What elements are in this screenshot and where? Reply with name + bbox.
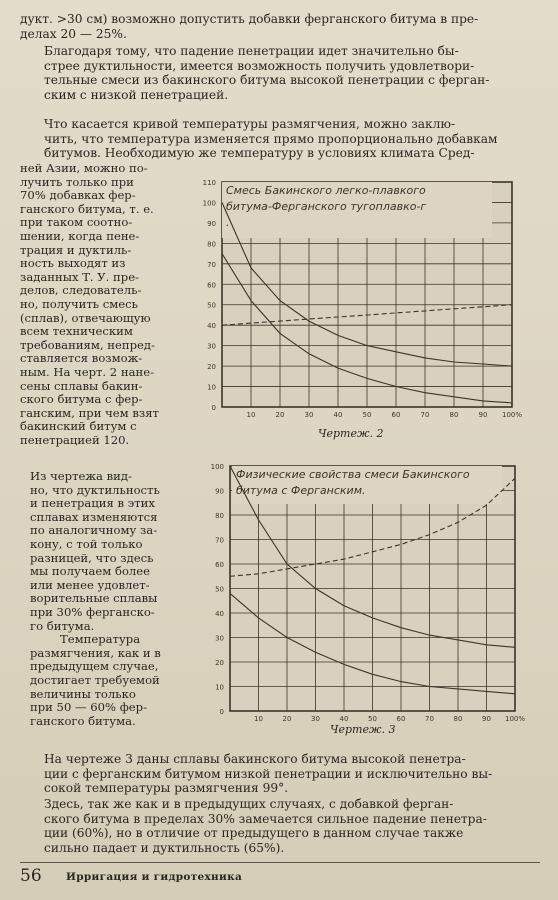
text-line: Что касается кривой температуры размягчения, можно заклю- <box>44 117 456 131</box>
text-line: На чертеже 3 даны сплавы бакинского битума высокой пенетра- <box>44 752 466 766</box>
y-tick-label: 50 <box>207 301 216 310</box>
text-line: дукт. >30 см) возможно допустить добавки ферганского битума в пре- <box>20 12 479 26</box>
x-tick-label: 30 <box>311 715 320 723</box>
y-tick-label: 20 <box>207 363 216 372</box>
text-line: ского битума в пределах 30% замечается сильное падение пенетра- <box>44 811 487 826</box>
chart-title: Физические свойства смеси Бакинского <box>236 468 470 481</box>
x-tick-label: 40 <box>333 411 343 419</box>
x-tick-label: 80 <box>453 715 463 723</box>
paragraph-2 <box>20 117 540 161</box>
text-line: по аналогичному за- <box>30 524 158 538</box>
text-line: при 30% ферганско- <box>30 605 155 619</box>
text-line: тельные смеси из бакинского битума высокой пенетрации с ферган- <box>44 73 490 88</box>
text-line: (сплав), отвечающую <box>20 311 151 325</box>
x-tick-label: 20 <box>282 715 292 723</box>
x-tick-label: 70 <box>420 411 430 419</box>
x-tick-label: 100% <box>504 715 526 723</box>
text-line: требованиям, непред- <box>20 338 155 352</box>
x-tick-label: 30 <box>304 411 314 419</box>
text-line: 70% добавках фер- <box>20 189 136 203</box>
y-tick-label: 80 <box>207 240 216 249</box>
x-tick-label: 90 <box>482 715 491 723</box>
y-tick-label: 50 <box>215 585 224 594</box>
paragraph-3 <box>20 752 540 796</box>
text-line: ского битума с фер- <box>20 393 143 407</box>
text-line: ганским, при чем взят <box>20 406 159 420</box>
text-line: шении, когда пене- <box>20 229 140 243</box>
y-tick-label: 30 <box>215 634 224 643</box>
y-tick-label: 80 <box>215 512 224 520</box>
text-column-1 <box>20 162 182 447</box>
text-line: ным. На черт. 2 нане- <box>20 365 154 379</box>
text-line: кону, с той только <box>30 537 143 551</box>
text-line: сены сплавы бакин- <box>20 379 143 393</box>
y-tick-label: 40 <box>215 610 224 618</box>
text-line: ставляется возмож- <box>20 352 143 366</box>
text-line: предыдущем случае, <box>30 660 159 674</box>
y-tick-label: 60 <box>215 561 224 569</box>
y-tick-label: 30 <box>207 342 216 351</box>
text-column-2 <box>30 470 182 728</box>
top-continuation <box>20 12 540 41</box>
page-number: 56 <box>20 866 42 886</box>
text-line: битумов. Необходимую же температуру в условиях климата Сред- <box>44 146 475 161</box>
footer-divider <box>20 862 540 863</box>
y-tick-label: 90 <box>207 219 216 228</box>
x-tick-label: 10 <box>246 411 256 419</box>
chart-title: . <box>226 216 230 229</box>
text-line: сокой температуры размягчения 99°. <box>44 781 289 796</box>
text-line: ворительные сплавы <box>30 592 158 606</box>
x-tick-label: 100% <box>501 411 523 419</box>
x-tick-label: 40 <box>339 715 349 723</box>
text-line: или менее удовлет- <box>30 578 150 592</box>
text-line: Температура <box>60 633 141 647</box>
y-tick-label: 70 <box>215 536 224 545</box>
text-line: ции (60%), но в отличие от предыдущего в данном случае также <box>44 826 464 841</box>
x-tick-label: 70 <box>425 715 434 723</box>
x-tick-label: 10 <box>254 715 263 723</box>
y-tick-label: 70 <box>207 260 216 269</box>
figure-3-caption: Чертеж. 3 <box>330 723 396 736</box>
text-line: величины только <box>30 687 136 701</box>
y-tick-label: 100 <box>202 199 216 208</box>
x-tick-label: 80 <box>449 411 459 419</box>
text-line: ции с ферганским битумом низкой пенетрации и исключительно вы- <box>44 766 493 781</box>
text-line: заданных Т. У. пре- <box>20 270 139 284</box>
text-line: бакинский битум с <box>20 420 137 434</box>
chart-title: битума с Ферганским. <box>236 484 366 497</box>
x-tick-label: 50 <box>368 715 377 723</box>
text-line: ней Азии, можно по- <box>20 162 148 175</box>
text-line: ским с низкой пенетрацией. <box>44 87 229 102</box>
x-tick-label: 90 <box>478 411 488 419</box>
text-line: но, получить смесь <box>20 297 138 311</box>
text-line: ганского битума, т. е. <box>20 202 154 216</box>
text-line: Здесь, так же как и в предыдущих случаях, с добавкой ферган- <box>44 797 454 811</box>
text-line: Благодаря тому, что падение пенетрации идет значительно бы- <box>44 44 459 58</box>
chart-title: битума-Ферганского тугоплавко-г <box>226 200 427 213</box>
text-line: сплавах изменяются <box>30 510 158 524</box>
text-line: лучить только при <box>20 175 134 189</box>
x-tick-label: 60 <box>396 715 406 723</box>
y-tick-label: 90 <box>215 487 224 496</box>
chart-figure-3 <box>190 462 530 732</box>
y-tick-label: 0 <box>219 708 224 716</box>
text-line: пенетрацией 120. <box>20 433 130 447</box>
text-line: достигает требуемой <box>30 673 160 687</box>
text-line: стрее дуктильности, имеется возможность получить удовлетвори- <box>44 58 475 73</box>
y-tick-label: 10 <box>215 683 224 692</box>
text-line: го битума. <box>30 619 95 633</box>
text-line: разницей, что здесь <box>30 551 154 565</box>
text-line: делов, следователь- <box>20 284 142 298</box>
x-tick-label: 60 <box>391 411 401 419</box>
x-tick-label: 20 <box>275 411 285 419</box>
text-line: чить, что температура изменяется прямо пропорционально добавкам <box>44 131 498 146</box>
text-line: при таком соотно- <box>20 216 133 230</box>
y-tick-label: 110 <box>202 179 216 187</box>
text-line: но, что дуктильность <box>30 483 160 497</box>
y-tick-label: 100 <box>210 463 224 471</box>
text-line: при 50 — 60% фер- <box>30 701 148 715</box>
chart-figure-2 <box>190 178 530 423</box>
text-line: мы получаем более <box>30 565 151 579</box>
text-line: Из чертежа вид- <box>30 470 132 483</box>
chart-title: Смесь Бакинского легко-плавкого <box>226 184 426 197</box>
y-tick-label: 20 <box>215 659 224 667</box>
paragraph-4 <box>20 797 540 855</box>
text-line: размягчения, как и в <box>30 646 161 660</box>
figure-2-caption: Чертеж. 2 <box>318 427 384 440</box>
journal-title: Ирригация и гидротехника <box>66 871 243 883</box>
y-tick-label: 10 <box>207 383 216 392</box>
text-line: всем техническим <box>20 325 133 339</box>
paragraph-1 <box>20 44 540 102</box>
text-line: сильно падает и дуктильность (65%). <box>44 840 285 855</box>
text-line: ность выходят из <box>20 257 126 271</box>
text-line: и пенетрация в этих <box>30 497 155 511</box>
y-tick-label: 0 <box>211 404 216 412</box>
y-tick-label: 40 <box>207 322 216 331</box>
text-line: ганского битума. <box>30 714 136 728</box>
text-line: трация и дуктиль- <box>20 243 132 257</box>
y-tick-label: 60 <box>207 281 216 290</box>
x-tick-label: 50 <box>362 411 372 419</box>
text-line: делах 20 — 25%. <box>20 26 127 41</box>
